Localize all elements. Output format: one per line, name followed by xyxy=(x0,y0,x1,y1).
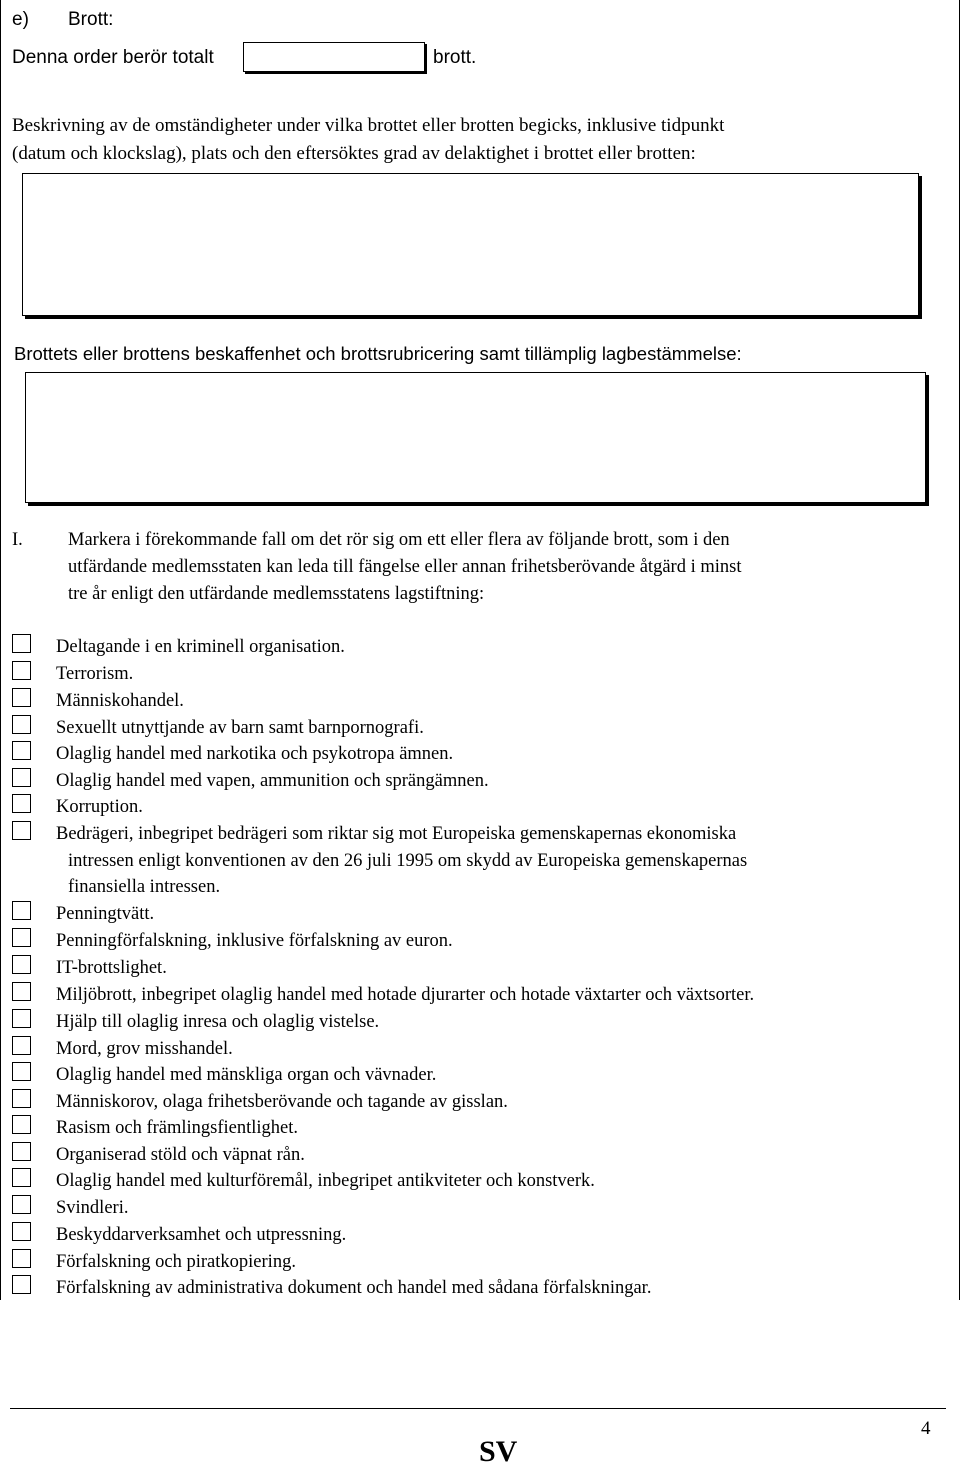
checkbox[interactable] xyxy=(12,768,31,787)
part-i-text-line2: utfärdande medlemsstaten kan leda till fängelse eller annan frihetsberövande åtgärd i minst xyxy=(68,557,742,577)
offence-label: Olaglig handel med vapen, ammunition och sprängämnen. xyxy=(56,771,489,791)
checkbox[interactable] xyxy=(12,715,31,734)
part-i-text-line3: tre år enligt den utfärdande medlemsstatens lagstiftning: xyxy=(68,584,485,604)
offence-label: IT-brottslighet. xyxy=(56,958,167,978)
offence-count-suffix: brott. xyxy=(433,47,477,68)
offence-label: Korruption. xyxy=(56,797,143,817)
checkbox[interactable] xyxy=(12,741,31,760)
checkbox[interactable] xyxy=(12,821,31,840)
language-code: SV xyxy=(479,1435,518,1468)
description-textbox[interactable] xyxy=(22,173,919,316)
offence-label: Olaglig handel med mänskliga organ och vävnader. xyxy=(56,1065,437,1085)
checkbox[interactable] xyxy=(12,634,31,653)
checkbox[interactable] xyxy=(12,1249,31,1268)
offence-label: Penningförfalskning, inklusive förfalskning av euron. xyxy=(56,931,453,951)
checkbox[interactable] xyxy=(12,1036,31,1055)
checkbox[interactable] xyxy=(12,1142,31,1161)
description-label-line2: (datum och klockslag), plats och den eftersöktes grad av delaktighet i brottet eller brotten: xyxy=(12,143,696,164)
section-title: Brott: xyxy=(68,9,114,30)
offence-label: Förfalskning och piratkopiering. xyxy=(56,1252,296,1272)
checkbox[interactable] xyxy=(12,1115,31,1134)
offence-label: Människorov, olaga frihetsberövande och tagande av gisslan. xyxy=(56,1092,508,1112)
offence-label: Mord, grov misshandel. xyxy=(56,1039,233,1059)
offence-label: Organiserad stöld och väpnat rån. xyxy=(56,1145,305,1165)
checkbox[interactable] xyxy=(12,1062,31,1081)
offence-label: Bedrägeri, inbegripet bedrägeri som riktar sig mot Europeiska gemenskapernas ekonomiska xyxy=(56,824,737,844)
offence-label: Olaglig handel med kulturföremål, inbegripet antikviteter och konstverk. xyxy=(56,1171,595,1191)
checkbox[interactable] xyxy=(12,1089,31,1108)
offence-label: Beskyddarverksamhet och utpressning. xyxy=(56,1225,347,1245)
offence-label: Sexuellt utnyttjande av barn samt barnpornografi. xyxy=(56,718,424,738)
offence-label-continuation: finansiella intressen. xyxy=(68,877,221,897)
offence-count-prefix: Denna order berör totalt xyxy=(12,47,214,68)
section-letter: e) xyxy=(12,9,29,30)
offence-label: Människohandel. xyxy=(56,691,184,711)
offence-label: Deltagande i en kriminell organisation. xyxy=(56,637,345,657)
checkbox[interactable] xyxy=(12,1009,31,1028)
part-i-marker: I. xyxy=(12,530,23,550)
checkbox[interactable] xyxy=(12,1195,31,1214)
page-number: 4 xyxy=(921,1418,931,1439)
offence-label: Terrorism. xyxy=(56,664,134,684)
offence-label: Olaglig handel med narkotika och psykotropa ämnen. xyxy=(56,744,454,764)
nature-label: Brottets eller brottens beskaffenhet och brottsrubricering samt tillämplig lagbestämmelse: xyxy=(14,343,742,364)
checkbox[interactable] xyxy=(12,928,31,947)
checkbox[interactable] xyxy=(12,661,31,680)
offence-label: Svindleri. xyxy=(56,1198,129,1218)
nature-textbox[interactable] xyxy=(25,372,926,503)
offence-label-continuation: intressen enligt konventionen av den 26 juli 1995 om skydd av Europeiska gemenskapernas xyxy=(68,851,748,871)
offence-label: Hjälp till olaglig inresa och olaglig vistelse. xyxy=(56,1012,380,1032)
offence-count-field[interactable] xyxy=(243,42,425,72)
checkbox[interactable] xyxy=(12,794,31,813)
offence-label: Penningtvätt. xyxy=(56,904,155,924)
checkbox[interactable] xyxy=(12,955,31,974)
part-i-text-line1: Markera i förekommande fall om det rör sig om ett eller flera av följande brott, som i den xyxy=(68,530,730,550)
checkbox[interactable] xyxy=(12,901,31,920)
checkbox[interactable] xyxy=(12,1222,31,1241)
checkbox[interactable] xyxy=(12,688,31,707)
checkbox[interactable] xyxy=(12,982,31,1001)
offence-label: Förfalskning av administrativa dokument och handel med sådana förfalskningar. xyxy=(56,1278,652,1298)
offence-label: Miljöbrott, inbegripet olaglig handel med hotade djurarter och hotade växtarter och växtsorter. xyxy=(56,985,755,1005)
checkbox[interactable] xyxy=(12,1275,31,1294)
description-label-line1: Beskrivning av de omständigheter under vilka brottet eller brotten begicks, inklusive tidpunkt xyxy=(12,115,725,136)
offence-label: Rasism och främlingsfientlighet. xyxy=(56,1118,298,1138)
checkbox[interactable] xyxy=(12,1168,31,1187)
footer-divider xyxy=(10,1408,946,1409)
